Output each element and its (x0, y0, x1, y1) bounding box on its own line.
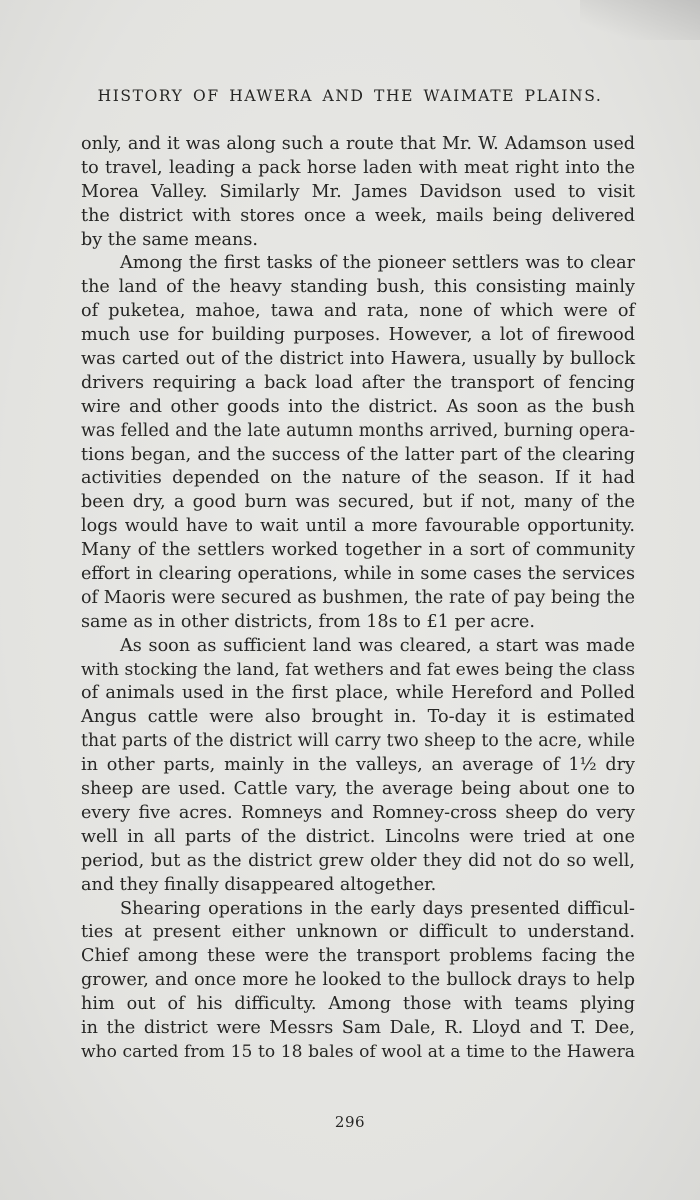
paragraph-2 (81, 252, 635, 634)
text-line: logs would have to wait until a more favourable opportunity. (81, 516, 635, 537)
text-line: ties at present either unknown or difficult to understand. (81, 922, 635, 943)
text-line: him out of his difficulty. Among those with teams plying (81, 994, 635, 1015)
text-line: only, and it was along such a route that Mr. W. Adamson used (81, 134, 635, 154)
text-line: Morea Valley. Similarly Mr. James Davidson used to visit (81, 181, 635, 202)
text-line: much use for building purposes. However, a lot of firewood (81, 325, 635, 346)
text-line: drivers requiring a back load after the transport of fencing (81, 372, 635, 393)
paragraph-1 (81, 133, 635, 252)
text-line: effort in clearing operations, while in some cases the services (81, 564, 635, 585)
text-line: that parts of the district will carry two sheep to the acre, while (81, 731, 635, 752)
text-line: and they finally disappeared altogether. (81, 874, 437, 895)
text-line: who carted from 15 to 18 bales of wool at a time to the Hawera (81, 1041, 635, 1062)
text-line: in the district were Messrs Sam Dale, R. Lloyd and T. Dee, (81, 1017, 635, 1038)
paragraph-3 (81, 635, 635, 898)
page-number: 296 (334, 1113, 366, 1131)
text-line: every five acres. Romneys and Romney-cross sheep do very (81, 802, 635, 823)
text-line: Angus cattle were also brought in. To-day it is estimated (81, 707, 635, 728)
text-line: period, but as the district grew older they did not do so well, (81, 850, 635, 871)
text-line: same as in other districts, from 18s to £1 per acre. (81, 611, 535, 632)
scan-shadow (580, 0, 700, 40)
text-line: wire and other goods into the district. As soon as the bush (81, 396, 635, 417)
text-line: with stocking the land, fat wethers and fat ewes being the class (81, 659, 635, 680)
text-line: activities depended on the nature of the season. If it had (81, 468, 635, 489)
text-line: the district with stores once a week, mails being delivered (81, 205, 635, 226)
text-line: Shearing operations in the early days presented difficul- (120, 898, 635, 919)
text-line: sheep are used. Cattle vary, the average being about one to (81, 779, 635, 800)
text-line: tions began, and the success of the latter part of the clearing (81, 444, 635, 465)
text-line: was felled and the late autumn months arrived, burning opera- (81, 420, 635, 441)
text-line: in other parts, mainly in the valleys, an average of 1½ dry (81, 755, 635, 776)
text-line: the land of the heavy standing bush, this consisting mainly (81, 277, 635, 298)
text-line: of animals used in the first place, while Hereford and Polled (81, 683, 635, 704)
text-line: well in all parts of the district. Lincolns were tried at one (81, 826, 635, 847)
text-line: Chief among these were the transport problems facing the (81, 946, 635, 967)
text-line: Many of the settlers worked together in a sort of community (81, 540, 635, 561)
text-line: to travel, leading a pack horse laden with meat right into the (81, 157, 635, 178)
body-text (81, 133, 635, 1065)
paragraph-4 (81, 898, 635, 1065)
text-line: by the same means. (81, 229, 258, 250)
text-line: Among the first tasks of the pioneer settlers was to clear (120, 253, 635, 274)
running-head: HISTORY OF HAWERA AND THE WAIMATE PLAINS. (97, 87, 603, 105)
text-line: As soon as sufficient land was cleared, a start was made (120, 635, 635, 656)
text-line: was carted out of the district into Hawera, usually by bullock (81, 349, 635, 370)
text-line: of Maoris were secured as bushmen, the rate of pay being the (81, 587, 635, 608)
text-line: of puketea, mahoe, tawa and rata, none of which were of (81, 301, 635, 322)
text-line: grower, and once more he looked to the bullock drays to help (81, 970, 635, 991)
text-line: been dry, a good burn was secured, but if not, many of the (81, 492, 635, 513)
